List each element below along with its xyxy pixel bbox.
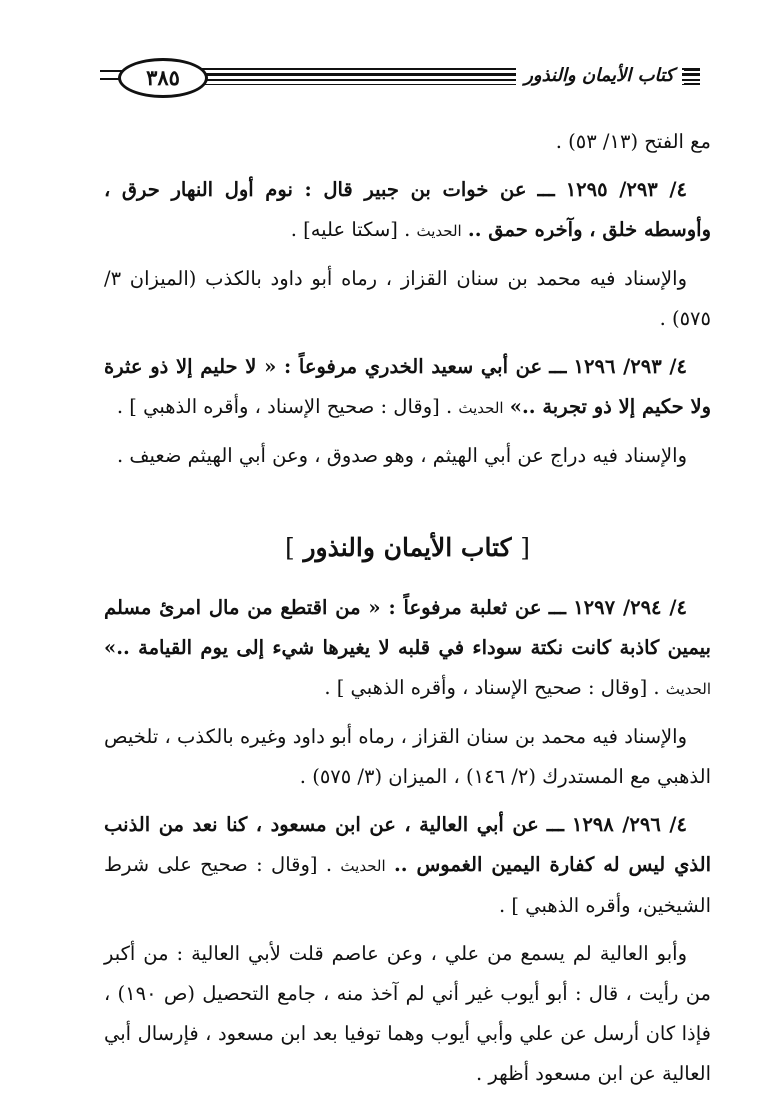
hadith-text: عن أبي سعيد الخدري مرفوعاً : « لا حليم إلا ذو عثرة ولا حكيم إلا ذو تجربة ..» [104,355,711,418]
entry-dash: ـــ [548,596,566,619]
page-number: ٣٨٥ [118,58,208,98]
grading-note: . [وقال : صحيح الإسناد ، وأقره الذهبي ] . [116,395,453,418]
entry-dash: ـــ [546,813,564,836]
hadith-entry [104,347,711,428]
entry-number: ٤/ ٢٩٦/ ١٢٩٨ [571,813,687,836]
hadith-label: الحديث [416,222,462,240]
hadith-label: الحديث [340,857,386,875]
hadith-text: عن خوات بن جبير قال : نوم أول النهار حرق ، وأوسطه خلق ، وآخره حمق .. [104,178,711,241]
hadith-label: الحديث [665,680,711,698]
entry-dash: ـــ [537,178,555,201]
hadith-entry [104,588,711,709]
header-tail-mark [684,69,700,85]
hadith-text: عن أبي العالية ، عن ابن مسعود ، كنا نعد من الذنب الذي ليس له كفارة اليمين الغموس .. [104,813,712,876]
running-header-title: كتاب الأيمان والنذور [516,60,682,92]
grading-note: . [وقال : صحيح على شرط الشيخين، وأقره الذهبي ] . [104,853,711,917]
hadith-entry [104,805,711,926]
page-content [104,122,711,1102]
entry-number: ٤/ ٢٩٣/ ١٢٩٥ [565,178,687,201]
heading-close-bracket: ] [284,533,295,562]
section-heading [104,528,711,568]
hadith-text: عن ثعلبة مرفوعاً : « من اقتطع من مال امرئ مسلم بيمين كاذبة كانت نكتة سوداء في قلبه لا يغيرها شيء إلى يوم القيامة ..» [104,596,711,659]
commentary-paragraph: والإسناد فيه محمد بن سنان القزاز ، رماه أبو داود بالكذب (الميزان ٣/ ٥٧٥) . [104,267,711,330]
commentary-paragraph: والإسناد فيه محمد بن سنان القزاز ، رماه أبو داود وغيره بالكذب ، تلخيص الذهبي مع المستدرك (٢/ ١٤٦) ، الميزان (٣/ ٥٧٥) . [104,725,711,788]
section-title: كتاب الأيمان والنذور [303,533,512,562]
entry-dash: ـــ [549,355,567,378]
grading-note: . [سكتا عليه] . [290,218,411,241]
commentary-paragraph: والإسناد فيه دراج عن أبي الهيثم ، وهو صدوق ، وعن أبي الهيثم ضعيف . [116,444,687,467]
heading-open-bracket: [ [520,533,530,562]
commentary-paragraph: وأبو العالية لم يسمع من علي ، وعن عاصم قلت لأبي العالية : من أكبر من رأيت ، قال : أبو أيوب غير أني لم آخذ منه ، جامع التحصيل (ص ١٩٠) ، فإذا كان أرسل عن علي وأبي أيوب وهما توفيا بعد ابن مسعود ، فإرسال أبي العالية عن ابن مسعود أظهر . [104,942,711,1085]
hadith-entry [104,170,711,251]
entry-number: ٤/ ٢٩٣/ ١٢٩٦ [573,355,687,378]
grading-note: . [وقال : صحيح الإسناد ، وأقره الذهبي ] . [324,676,660,699]
entry-number: ٤/ ٢٩٤/ ١٢٩٧ [573,596,687,619]
text-paragraph: مع الفتح (١٣/ ٥٣) . [555,130,711,153]
hadith-label: الحديث [458,399,504,417]
running-header [100,58,700,94]
